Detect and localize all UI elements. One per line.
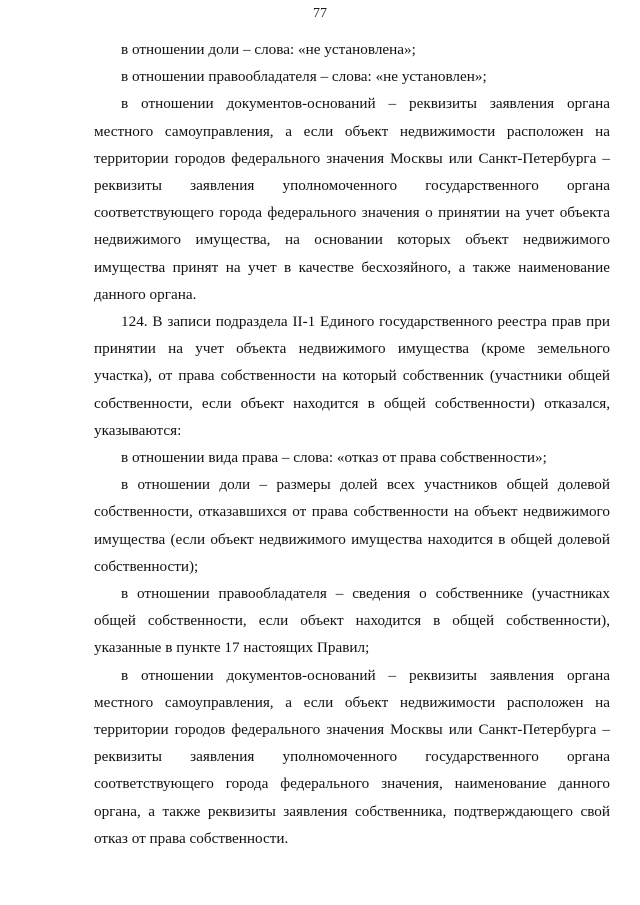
paragraph-basis-documents-ownerless: в отношении документов-оснований – реквизиты заявления органа местного самоуправления, а если объект недвижимости расположен на территории городов федерального значения Москвы или Санкт-Петербурга – реквизиты заявления уполномоченного государственного органа соответствующего города федерального значения о принятии на учет объекта недвижимого имущества, на основании которых объект недвижимого имущества принят на учет в качестве бесхозяйного, а также наименование данного органа.: [94, 95, 610, 303]
paragraph-holder-not-set: в отношении правообладателя – слова: «не установлен»;: [121, 68, 487, 86]
paragraph-share-not-set: в отношении доли – слова: «не установлена»;: [121, 41, 416, 58]
paragraph-item-124: 124. В записи подраздела II-1 Единого государственного реестра прав при принятии на учет объекта недвижимого имущества (кроме земельного участка), от права собственности на который собственник (участники общей собственности, если объект находится в общей собственности) отказался, указываются:: [94, 313, 610, 439]
paragraph-right-holder: в отношении правообладателя – сведения о собственнике (участниках общей собственности, если объект находится в общей собственности), указанные в пункте 17 настоящих Правил;: [94, 585, 610, 657]
page-number: 77: [313, 6, 327, 21]
paragraph-basis-documents-refusal: в отношении документов-оснований – реквизиты заявления органа местного самоуправления, а если объект недвижимости расположен на территории городов федерального значения Москвы или Санкт-Петербурга – реквизиты заявления уполномоченного государственного органа соответствующего города федерального значения, наименование данного органа, а также реквизиты заявления собственника, подтверждающего свой отказ от права собственности.: [94, 666, 610, 847]
document-body: [94, 36, 610, 852]
paragraph-shares: в отношении доли – размеры долей всех участников общей долевой собственности, отказавшихся от права собственности на объект недвижимого имущества (если объект недвижимого имущества находится в общей долевой собственности);: [94, 476, 610, 575]
paragraph-right-type: в отношении вида права – слова: «отказ от права собственности»;: [121, 449, 547, 467]
